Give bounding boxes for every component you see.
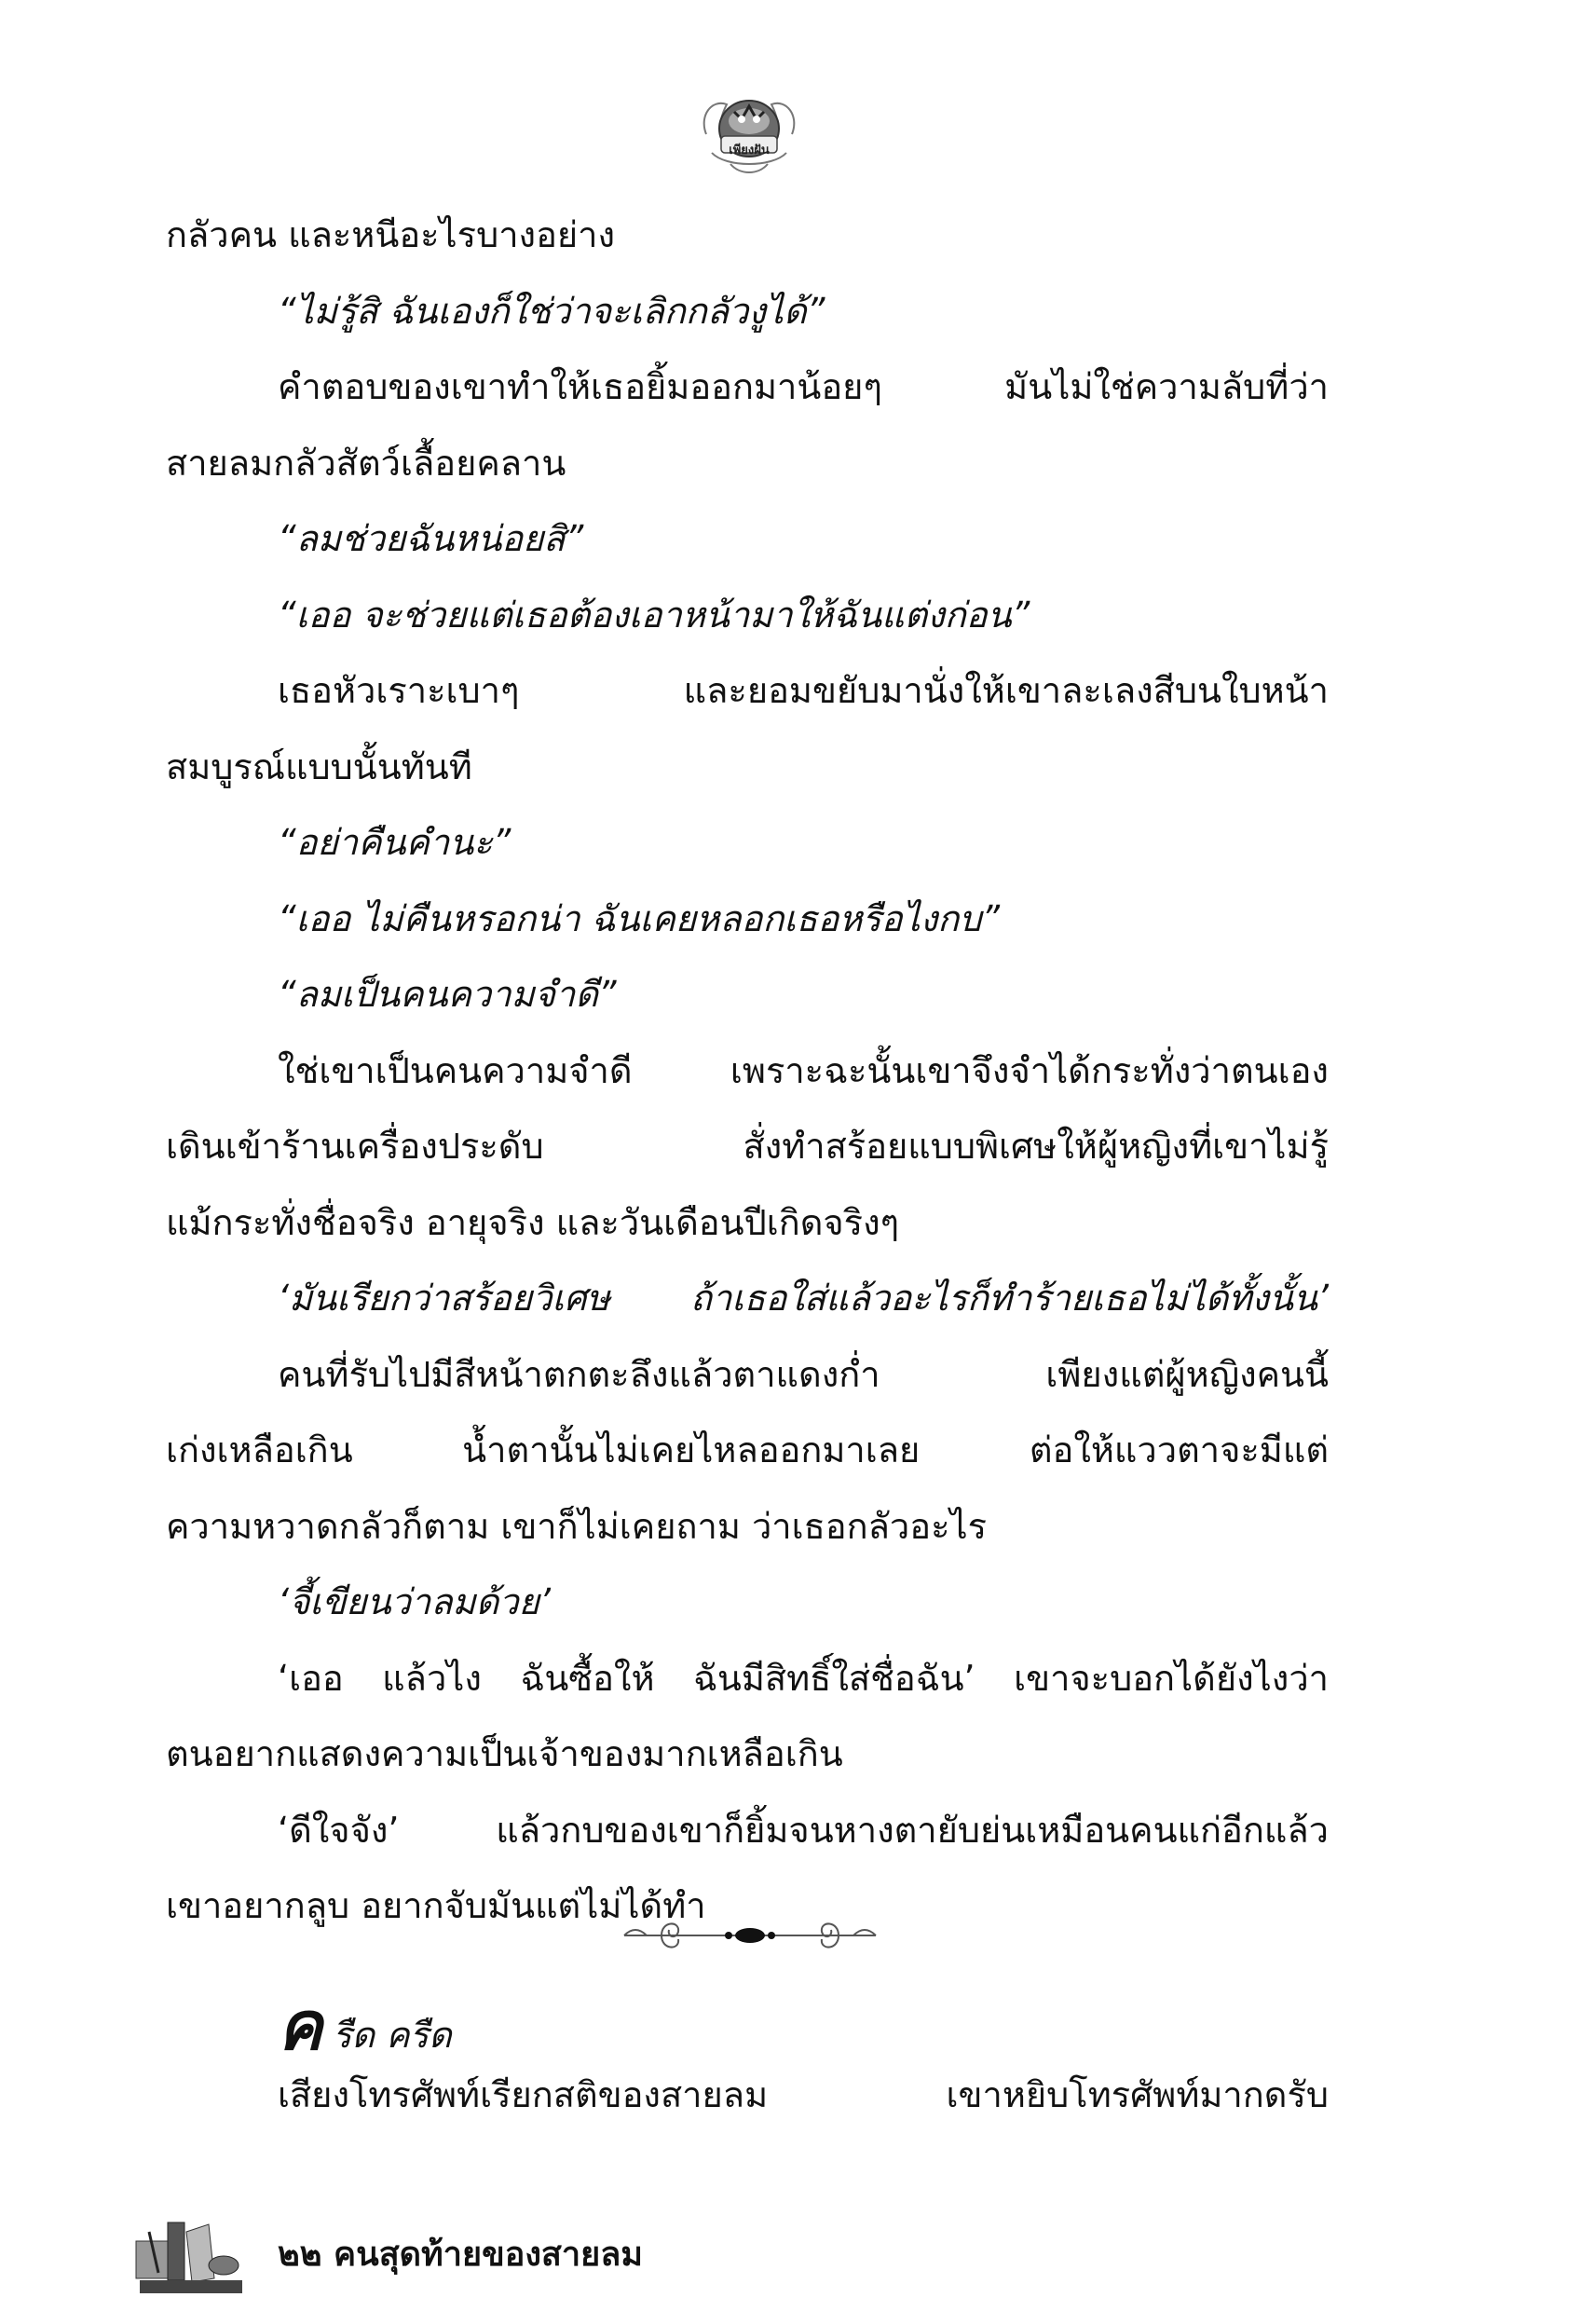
text-line: “ไม่รู้สิ ฉันเองก็ใช่ว่าจะเลิกกลัวงูได้” — [278, 290, 825, 332]
text-line: คนที่รับไปมีสีหน้าตกตะลึงแล้วตาแดงก่ำ เพียงแต่ผู้หญิงคนนี้ — [278, 1353, 1329, 1395]
text-line: ‘มันเรียกว่าสร้อยวิเศษ ถ้าเธอใส่แล้วอะไรก็ทำร้ายเธอไม่ได้ทั้งนั้น’ — [278, 1278, 1329, 1319]
text-line: ‘เออ แล้วไง ฉันซื้อให้ ฉันมีสิทธิ์ใส่ชื่อฉัน’ เขาจะบอกได้ยังไงว่า — [278, 1657, 1329, 1699]
page-footer — [278, 2235, 643, 2276]
text-line: ตนอยากแสดงความเป็นเจ้าของมากเหลือเกิน — [166, 1733, 843, 1774]
text-line: “เออ จะช่วยแต่เธอต้องเอาหน้ามาให้ฉันแต่งก่อน” — [278, 594, 1030, 636]
text-line: ความหวาดกลัวก็ตาม เขาก็ไม่เคยถาม ว่าเธอกลัวอะไร — [166, 1505, 988, 1547]
text-line: ‘ดีใจจัง’ แล้วกบของเขาก็ยิ้มจนหางตายับย่นเหมือนคนแก่อีกแล้ว — [278, 1809, 1329, 1851]
text-line: “ลมเป็นคนความจำดี” — [278, 974, 617, 1015]
text-line: เธอหัวเราะเบาๆ และยอมขยับมานั่งให้เขาละเลงสีบนใบหน้า — [278, 670, 1329, 711]
text-line: “ลมช่วยฉันหน่อยสิ” — [278, 518, 584, 559]
text-line: เก่งเหลือเกิน น้ำตานั้นไม่เคยไหลออกมาเลย ต่อให้แววตาจะมีแต่ — [166, 1429, 1329, 1470]
text-line: “อย่าคืนคำนะ” — [278, 822, 512, 863]
emblem-logo-text: เพียงฝัน — [729, 144, 770, 157]
scene-next-line: เสียงโทรศัพท์เรียกสติของสายลม เขาหยิบโทรศัพท์มากดรับ — [278, 2074, 1329, 2115]
text-line: ‘จี้เขียนว่าลมด้วย’ — [278, 1581, 551, 1622]
text-line: ใช่เขาเป็นคนความจำดี เพราะฉะนั้นเขาจึงจำได้กระทั่งว่าตนเอง — [278, 1049, 1329, 1091]
book-title: คนสุดท้ายของสายลม — [334, 2236, 643, 2274]
text-line: สมบูรณ์แบบนั้นทันที — [166, 745, 472, 787]
text-line: กลัวคน และหนีอะไรบางอย่าง — [166, 214, 616, 255]
ornament-divider-icon — [606, 1915, 894, 1956]
text-line: คำตอบของเขาทำให้เธอยิ้มออกมาน้อยๆ มันไม่ใช่ความลับที่ว่า — [278, 366, 1329, 407]
text-line: “เออ ไม่คืนหรอกน่า ฉันเคยหลอกเธอหรือไงกบ” — [278, 897, 1001, 939]
text-line: สายลมกลัวสัตว์เลื้อยคลาน — [166, 442, 566, 484]
text-line: แม้กระทั่งชื่อจริง อายุจริง และวันเดือนปีเกิดจริงๆ — [166, 1201, 900, 1243]
page-number: ๒๒ — [278, 2236, 322, 2274]
drop-cap: ค — [278, 1986, 323, 2065]
text-line: เขาอยากลูบ อยากจับมันแต่ไม่ได้ทำ — [166, 1885, 706, 1926]
books-stationery-icon — [130, 2213, 252, 2297]
scene-opening: รืด ครืด — [333, 2015, 452, 2056]
text-line: เดินเข้าร้านเครื่องประดับ สั่งทำสร้อยแบบพิเศษให้ผู้หญิงที่เขาไม่รู้ — [166, 1126, 1329, 1167]
